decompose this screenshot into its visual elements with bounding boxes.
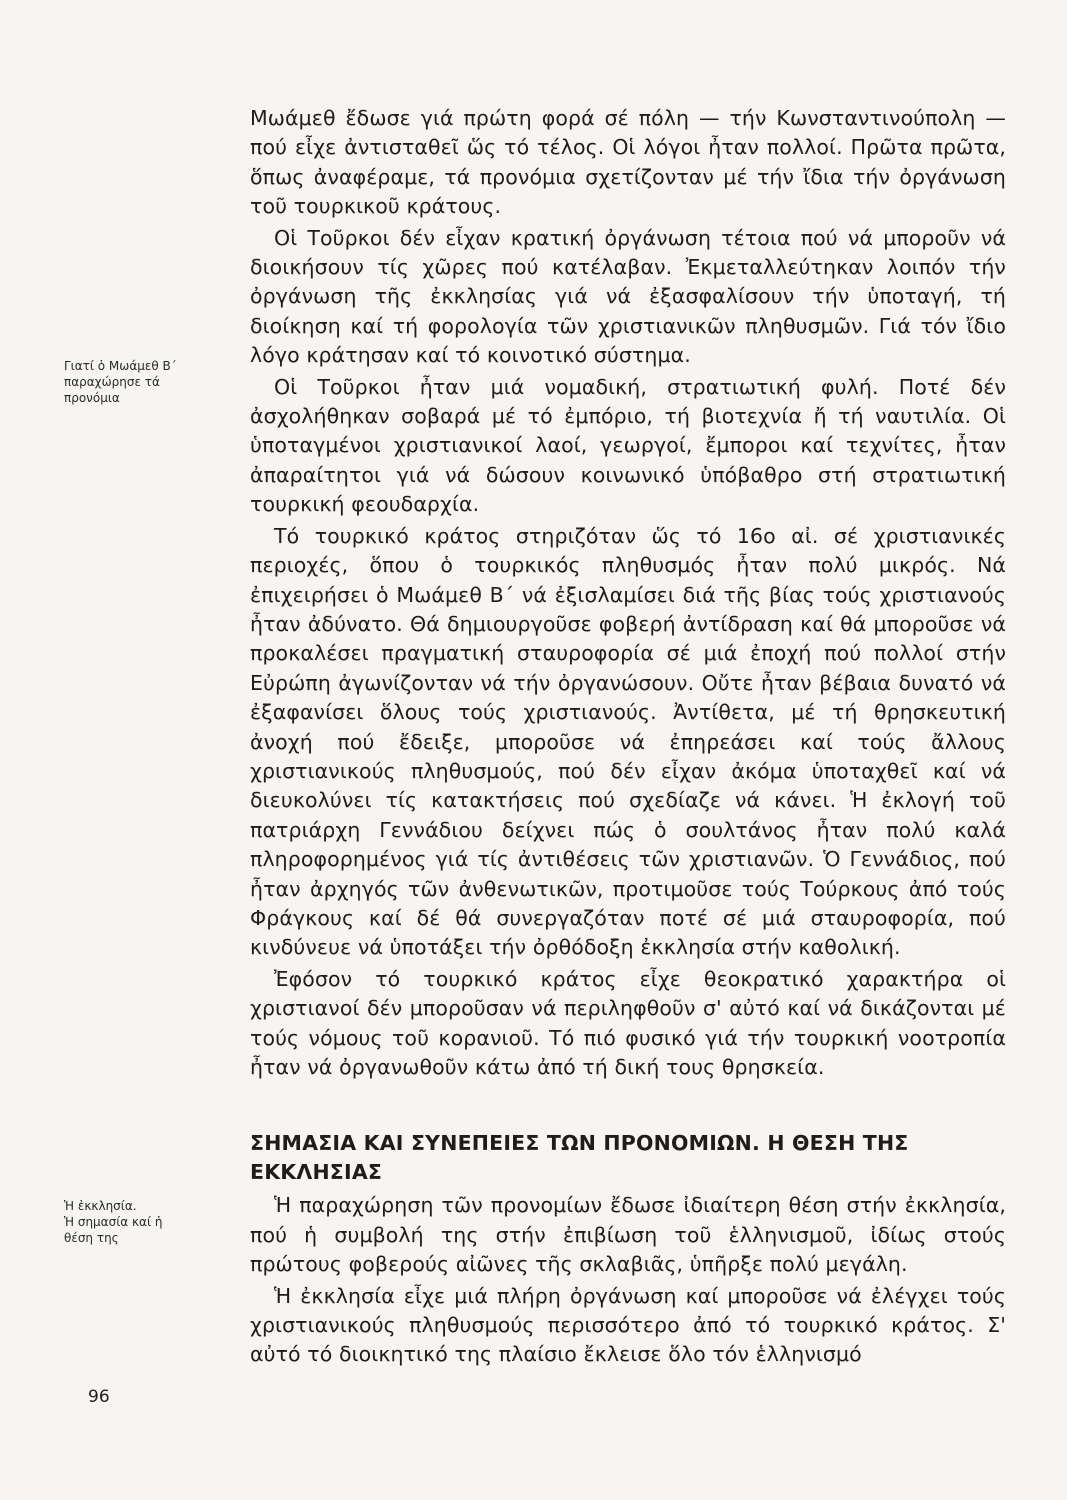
margin-note-line: Γιατί ὁ Μωάμεθ Β΄ xyxy=(64,359,177,373)
body-paragraph: Ἡ παραχώρηση τῶν προνομίων ἔδωσε ἰδιαίτερη θέση στήν ἐκκλησία, πού ἡ συμβολή της στήν ἐπιβίωση τοῦ ἑλληνισμοῦ, ἰδίως στούς πρώτους φοβερούς αἰῶνες τῆς σκλαβιᾶς, ὑπῆρξε πολύ μεγάλη. xyxy=(250,1193,1006,1277)
main-text-column xyxy=(250,104,1006,1370)
body-paragraph: Οἱ Τοῦρκοι δέν εἶχαν κρατική ὀργάνωση τέτοια πού νά μποροῦν νά διοικήσουν τίς χῶρες πού κατέλαβαν. Ἐκμεταλλεύτηκαν λοιπόν τήν ὀργάνωση τῆς ἐκκλησίας γιά νά ἐξασφαλίσουν τήν ὑποταγή, τή διοίκηση καί τή φορολογία τῶν χριστιανικῶν πληθυσμῶν. Γιά τόν ἴδιο λόγο κράτησαν καί τό κοινοτικό σύστημα. xyxy=(250,225,1006,368)
margin-note-line: θέση της xyxy=(64,1231,119,1245)
body-paragraph: Μωάμεθ ἔδωσε γιά πρώτη φορά σέ πόλη — τήν Κωνσταντινούπολη — πού εἶχε ἀντισταθεῖ ὥς τό τέλος. Οἱ λόγοι ἦταν πολλοί. Πρῶτα πρῶτα, ὅπως ἀναφέραμε, τά προνόμια σχετίζονταν μέ τήν ἴδια τήν ὀργάνωση τοῦ τουρκικοῦ κράτους. xyxy=(250,106,1006,219)
margin-note-line: παραχώρησε τά xyxy=(64,375,160,389)
margin-note-line: Ἡ ἐκκλησία. xyxy=(64,1199,137,1213)
section-heading: ΣΗΜΑΣΙΑ ΚΑΙ ΣΥΝΕΠΕΙΕΣ ΤΩΝ ΠΡΟΝΟΜΙΩΝ. Η ΘΕΣΗ ΤΗΣ ΕΚΚΛΗΣΙΑΣ xyxy=(250,1131,909,1185)
margin-note-line: προνόμια xyxy=(64,391,120,405)
margin-note-line: Ἡ σημασία καί ἡ xyxy=(64,1215,163,1229)
margin-note-church xyxy=(64,1198,214,1246)
body-paragraph: Τό τουρκικό κράτος στηριζόταν ὥς τό 16ο αἰ. σέ χριστιανικές περιοχές, ὅπου ὁ τουρκικός πληθυσμός ἦταν πολύ μικρός. Νά ἐπιχειρήσει ὁ Μωάμεθ Β΄ νά ἐξισλαμίσει διά τῆς βίας τούς χριστιανούς ἦταν ἀδύνατο. Θά δημιουργοῦσε φοβερή ἀντίδραση καί θά μποροῦσε νά προκαλέσει πραγματική σταυροφορία σέ μιά ἐποχή πού πολλοί στήν Εὐρώπη ἀγωνίζονταν νά τήν ὀργανώσουν. Οὔτε ἦταν βέβαια δυνατό νά ἐξαφανίσει ὅλους τούς χριστιανούς. Ἀντίθετα, μέ τή θρησκευτική ἀνοχή πού ἔδειξε, μποροῦσε νά ἐπηρεάσει καί τούς ἄλλους χριστιανικούς πληθυσμούς, πού δέν εἶχαν ἀκόμα ὑποταχθεῖ καί νά διευκολύνει τίς κατακτήσεις πού σχεδίαζε νά κάνει. Ἡ ἐκλογή τοῦ πατριάρχη Γεννάδιου δείχνει πώς ὁ σουλτάνος ἦταν πολύ καλά πληροφορημένος γιά τίς ἀντιθέσεις τῶν χριστιανῶν. Ὁ Γεννάδιος, πού ἦταν ἀρχηγός τῶν ἀνθενωτικῶν, προτιμοῦσε τούς Τούρκους ἀπό τούς Φράγκους καί δέ θά συνεργαζόταν ποτέ σέ μιά σταυροφορία, πού κινδύνευε νά ὑποτάξει τήν ὀρθόδοξη ἐκκλησία στήν καθολική. xyxy=(250,523,1006,960)
body-paragraph: Ἐφόσον τό τουρκικό κράτος εἶχε θεοκρατικό χαρακτήρα οἱ χριστιανοί δέν μποροῦσαν νά περιληφθοῦν σ' αὐτό καί νά δικάζονται μέ τούς νόμους τοῦ κορανιοῦ. Τό πιό φυσικό γιά τήν τουρκική νοοτροπία ἦταν νά ὀργανωθοῦν κάτω ἀπό τή δική τους θρησκεία. xyxy=(250,966,1006,1079)
margin-note-privileges xyxy=(64,358,214,406)
body-paragraph: Οἱ Τοῦρκοι ἦταν μιά νομαδική, στρατιωτική φυλή. Ποτέ δέν ἀσχολήθηκαν σοβαρά μέ τό ἐμπόριο, τή βιοτεχνία ἤ τή ναυτιλία. Οἱ ὑποταγμένοι χριστιανικοί λαοί, γεωργοί, ἔμποροι καί τεχνίτες, ἦταν ἀπαραίτητοι γιά νά δώσουν κοινωνικό ὑπόβαθρο στή στρατιωτική τουρκική φεουδαρχία. xyxy=(250,374,1006,517)
page-number: 96 xyxy=(88,1387,110,1407)
body-paragraph: Ἡ ἐκκλησία εἶχε μιά πλήρη ὀργάνωση καί μποροῦσε νά ἐλέγχει τούς χριστιανικούς πληθυσμούς περισσότερο ἀπό τό τουρκικό κράτος. Σ' αὐτό τό διοικητικό της πλαίσιο ἔκλεισε ὅλο τόν ἑλληνισμό xyxy=(250,1283,1006,1367)
